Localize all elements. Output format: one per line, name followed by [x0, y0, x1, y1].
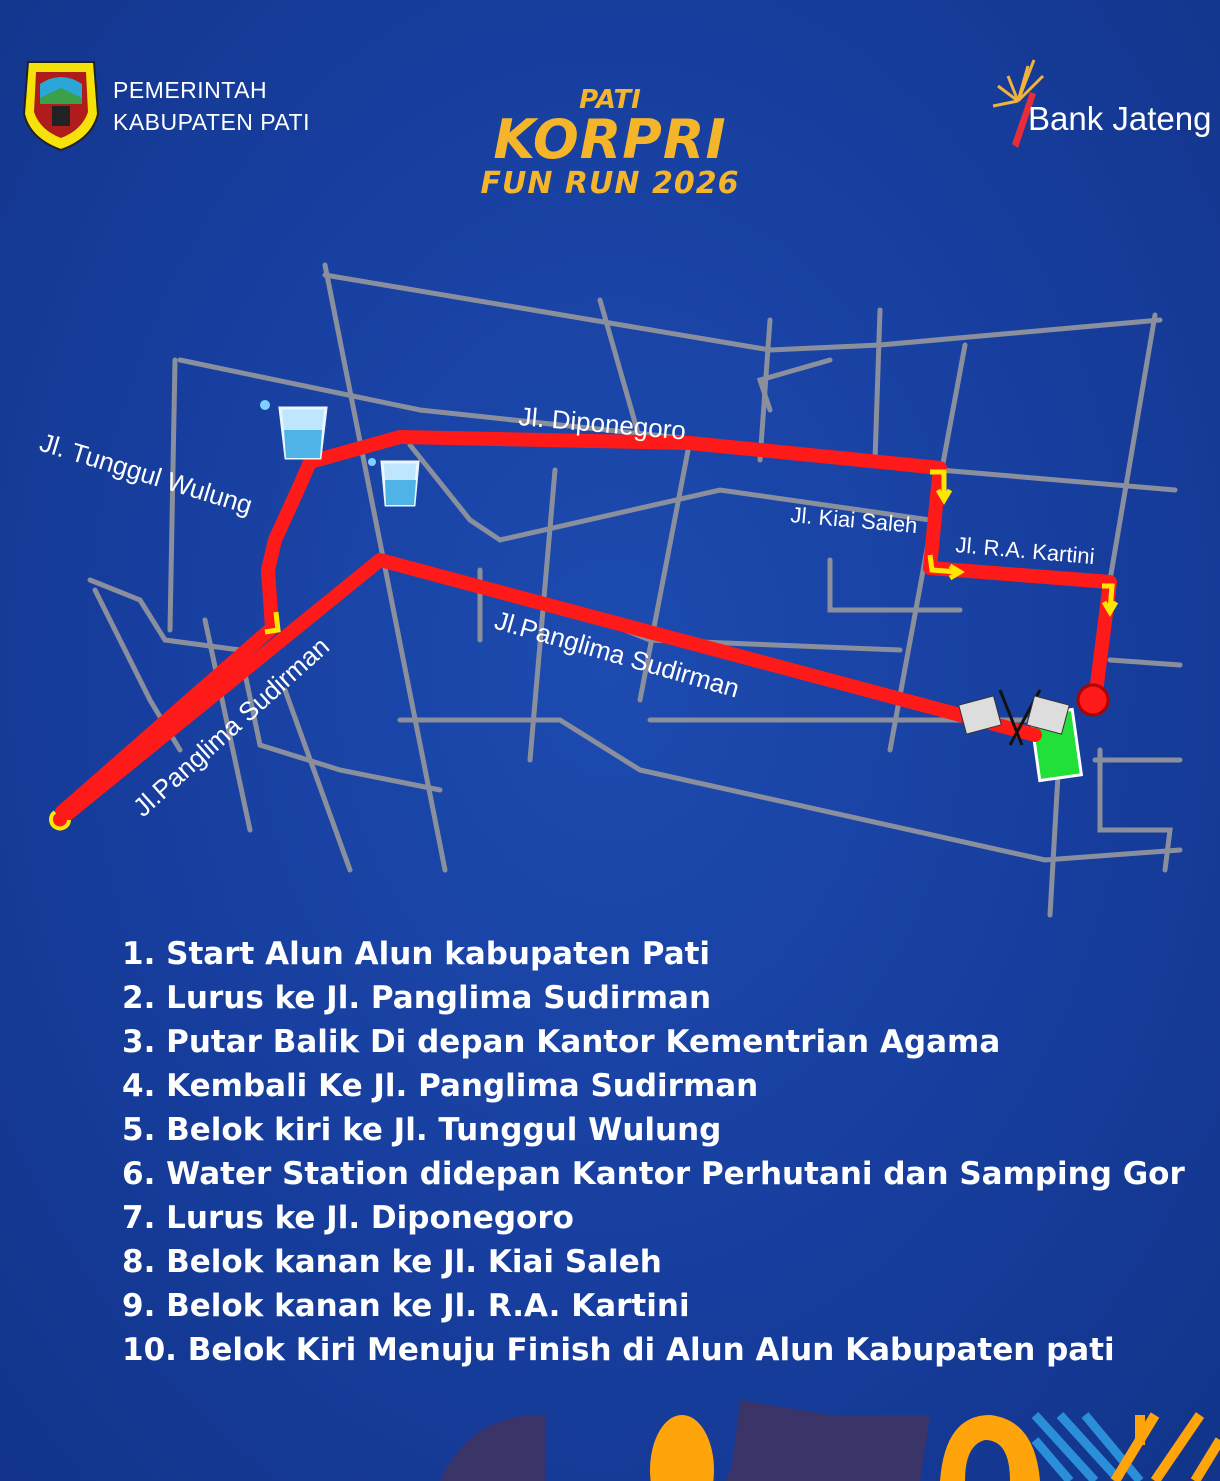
route-step: 9. Belok kanan ke Jl. R.A. Kartini	[122, 1288, 690, 1324]
route-step: 5. Belok kiri ke Jl. Tunggul Wulung	[122, 1112, 722, 1148]
street-label-kartini: Jl. R.A. Kartini	[954, 532, 1096, 570]
route-step: 8. Belok kanan ke Jl. Kiai Saleh	[122, 1244, 662, 1280]
sponsor-name: Bank Jateng	[1028, 100, 1212, 137]
event-title-line1: PATI	[579, 85, 641, 115]
street-label-kiai-saleh: Jl. Kiai Saleh	[789, 502, 919, 539]
street-label-sudirman-east: Jl.Panglima Sudirman	[491, 604, 743, 704]
gov-line-1: PEMERINTAH	[113, 77, 268, 103]
route-step: 7. Lurus ke Jl. Diponegoro	[122, 1200, 574, 1236]
street-label-sudirman-west: Jl.Panglima Sudirman	[126, 630, 335, 823]
event-title-line3: FUN RUN 2026	[480, 166, 740, 201]
route-step: 2. Lurus ke Jl. Panglima Sudirman	[122, 980, 712, 1016]
route-step: 10. Belok Kiri Menuju Finish di Alun Alun Kabupaten pati	[122, 1332, 1115, 1368]
route-step: 3. Putar Balik Di depan Kantor Kementrian Agama	[122, 1024, 1001, 1060]
route-step: 6. Water Station didepan Kantor Perhutani dan Samping Gor	[122, 1156, 1185, 1192]
water-station-icon	[260, 400, 326, 458]
route-step: 4. Kembali Ke Jl. Panglima Sudirman	[122, 1068, 759, 1104]
water-station-icon	[368, 458, 418, 505]
road-network	[90, 265, 1180, 915]
event-title-line2: KORPRI	[493, 108, 727, 171]
route-steps-list	[122, 932, 1185, 1372]
street-label-tunggul-wulung: Jl. Tunggul Wulung	[36, 427, 257, 521]
start-marker-icon	[1078, 685, 1108, 715]
street-label-diponegoro: Jl. Diponegoro	[517, 401, 688, 446]
decorative-shapes	[0, 1400, 1220, 1481]
gov-line-2: KABUPATEN PATI	[113, 109, 310, 135]
route-step: 1. Start Alun Alun kabupaten Pati	[122, 936, 711, 972]
